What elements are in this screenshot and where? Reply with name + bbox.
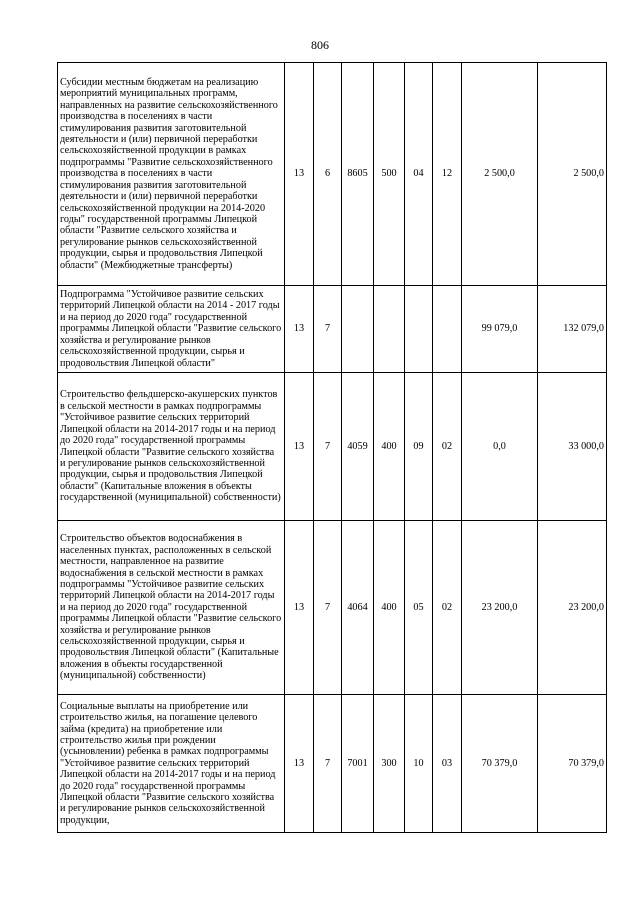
amount-cell: 23 200,0 (538, 521, 607, 695)
code-cell (405, 286, 433, 373)
row-description: Социальные выплаты на приобретение или строительство жилья, на погашение целевого займа (кредита) на приобретение или строительство жилья при рождении (усыновлении) ребенка в рамках подпрограммы "Устойчивое развитие сельских территорий Липецкой области на 2014-2017 годы и на период до 2020 года" государственной программы Липецкой области "Развитие сельского хозяйства и регулирование рынков сельскохозяйственной продукции, (58, 695, 285, 833)
code-cell: 02 (433, 373, 462, 521)
amount-cell: 23 200,0 (462, 521, 538, 695)
code-cell: 6 (314, 63, 342, 286)
amount-cell: 132 079,0 (538, 286, 607, 373)
code-cell: 13 (285, 63, 314, 286)
amount-cell: 70 379,0 (538, 695, 607, 833)
code-cell (342, 286, 374, 373)
page-number: 806 (311, 38, 329, 52)
amount-cell: 0,0 (462, 373, 538, 521)
budget-table (57, 62, 607, 833)
code-cell: 04 (405, 63, 433, 286)
code-cell: 13 (285, 373, 314, 521)
code-cell: 8605 (342, 63, 374, 286)
code-cell: 12 (433, 63, 462, 286)
amount-cell: 99 079,0 (462, 286, 538, 373)
amount-cell: 2 500,0 (462, 63, 538, 286)
table-row (58, 695, 607, 833)
code-cell: 7001 (342, 695, 374, 833)
code-cell: 09 (405, 373, 433, 521)
amount-cell: 2 500,0 (538, 63, 607, 286)
table-row (58, 373, 607, 521)
row-description: Субсидии местным бюджетам на реализацию мероприятий муниципальных программ, направленных на развитие сельскохозяйственного производства в поселениях в части стимулирования развития заготовительной деятельности и (или) первичной переработки сельскохозяйственной продукции в рамках подпрограммы "Развитие сельскохозяйственного производства в поселениях в части стимулирования развития заготовительной деятельности и (или) первичной переработки сельскохозяйственной продукции на 2014-2020 годы" государственной программы Липецкой области "Развитие сельского хозяйства и регулирование рынков сельскохозяйственной продукции, сырья и продовольствия Липецкой области" (Межбюджетные трансферты) (58, 63, 285, 286)
code-cell: 13 (285, 695, 314, 833)
code-cell: 10 (405, 695, 433, 833)
code-cell: 4064 (342, 521, 374, 695)
code-cell: 500 (374, 63, 405, 286)
amount-cell: 70 379,0 (462, 695, 538, 833)
code-cell: 400 (374, 373, 405, 521)
code-cell: 4059 (342, 373, 374, 521)
code-cell: 13 (285, 521, 314, 695)
code-cell: 7 (314, 286, 342, 373)
code-cell: 7 (314, 695, 342, 833)
code-cell: 05 (405, 521, 433, 695)
table-row (58, 521, 607, 695)
code-cell: 7 (314, 521, 342, 695)
code-cell: 400 (374, 521, 405, 695)
row-description: Строительство объектов водоснабжения в населенных пунктах, расположенных в сельской местности, направленное на развитие водоснабжения в сельской местности в рамках подпрограммы "Устойчивое развитие сельских территорий Липецкой области на 2014-2017 годы и на период до 2020 года" государственной программы Липецкой области "Развитие сельского хозяйства и регулирование рынков сельскохозяйственной продукции, сырья и продовольствия Липецкой области" (Капитальные вложения в объекты государственной (муниципальной) собственности) (58, 521, 285, 695)
code-cell (433, 286, 462, 373)
code-cell: 03 (433, 695, 462, 833)
row-description: Подпрограмма "Устойчивое развитие сельских территорий Липецкой области на 2014 - 2017 годы и на период до 2020 года" государственной программы Липецкой области "Развитие сельского хозяйства и регулирование рынков сельскохозяйственной продукции, сырья и продовольствия Липецкой области" (58, 286, 285, 373)
table-row (58, 63, 607, 286)
code-cell (374, 286, 405, 373)
code-cell: 300 (374, 695, 405, 833)
row-description: Строительство фельдшерско-акушерских пунктов в сельской местности в рамках подпрограммы "Устойчивое развитие сельских территорий Липецкой области на 2014-2017 годы и на период до 2020 года" государственной программы Липецкой области "Развитие сельского хозяйства и регулирование рынков сельскохозяйственной продукции, сырья и продовольствия Липецкой области" (Капитальные вложения в объекты государственной (муниципальной) собственности) (58, 373, 285, 521)
code-cell: 7 (314, 373, 342, 521)
code-cell: 02 (433, 521, 462, 695)
code-cell: 13 (285, 286, 314, 373)
table-row (58, 286, 607, 373)
amount-cell: 33 000,0 (538, 373, 607, 521)
